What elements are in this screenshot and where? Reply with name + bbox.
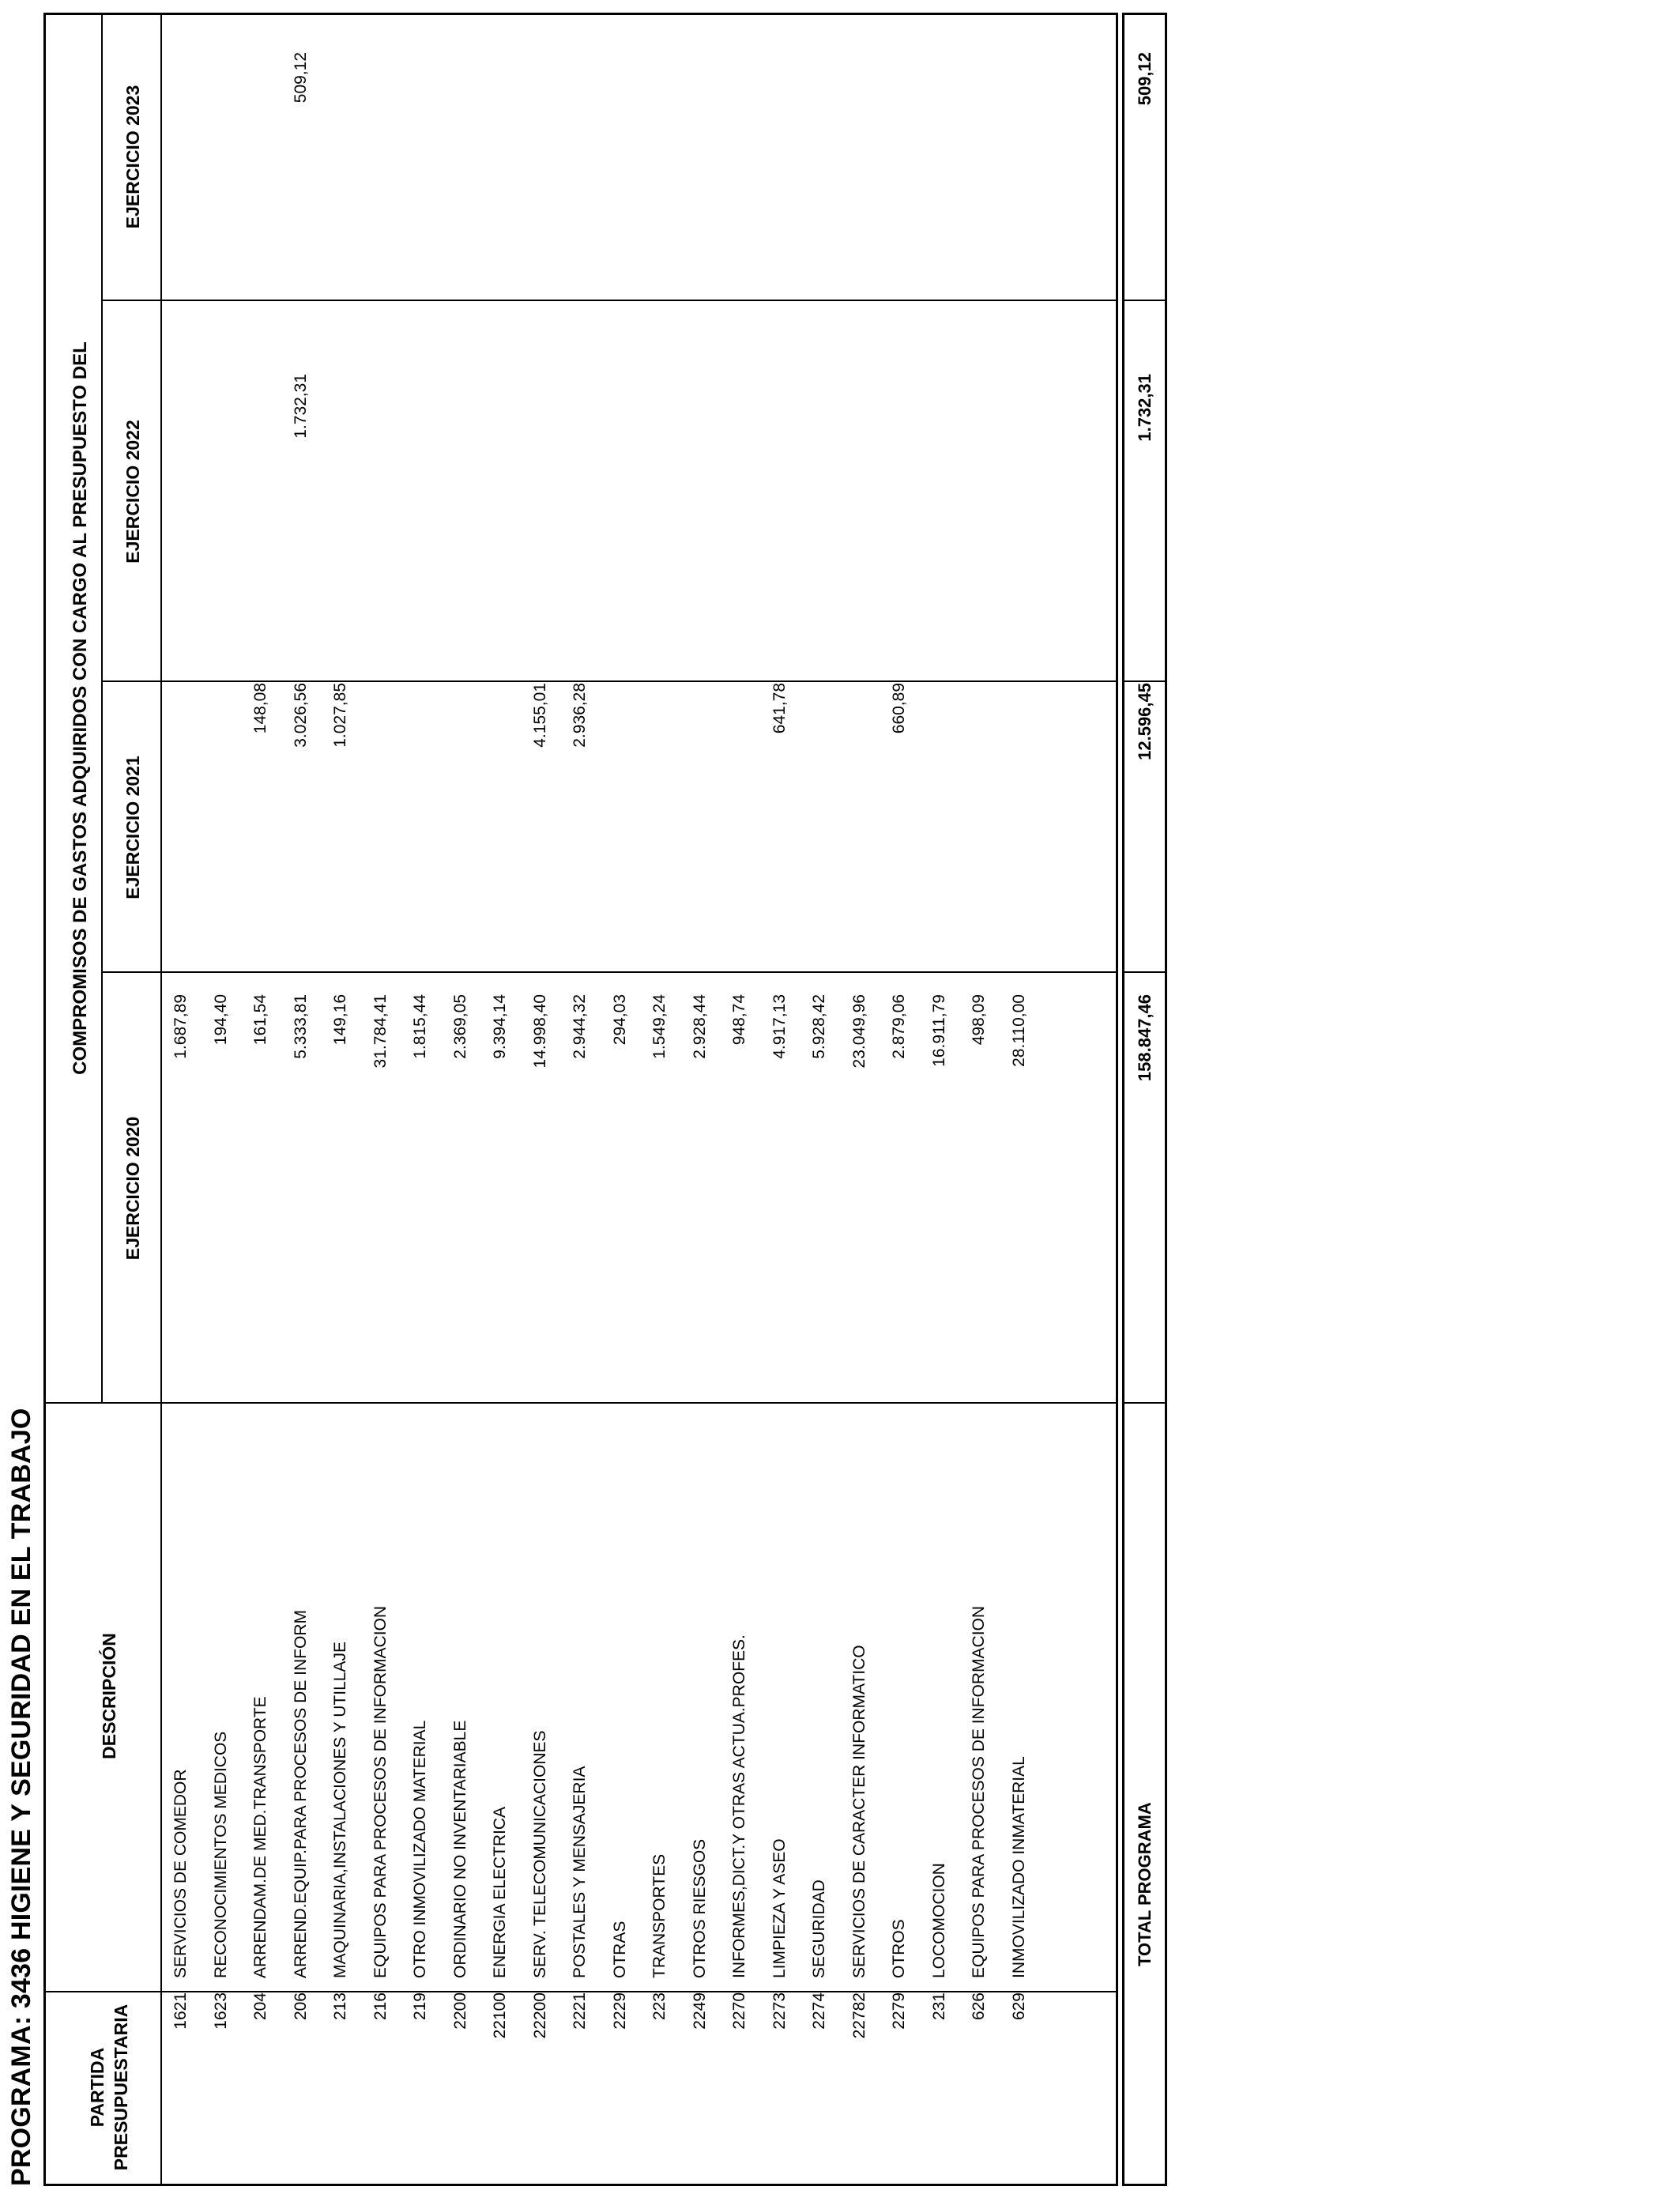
page-title: PROGRAMA: 3436 HIGIENE Y SEGURIDAD EN EL TRABAJO	[6, 1408, 36, 2186]
total-2020: 158.847,46	[1135, 994, 1155, 1082]
table-row	[601, 13, 640, 2186]
ejercicio-2023-cell	[521, 52, 560, 376]
ejercicio-2023-cell	[361, 52, 401, 376]
ejercicio-2021-cell	[800, 683, 839, 967]
ejercicio-2021-cell: 641,78	[770, 683, 789, 734]
table-row	[521, 13, 560, 2186]
ejercicio-2020-cell: 5.333,81	[291, 994, 310, 1059]
ejercicio-2020-cell: 2.928,44	[690, 994, 709, 1059]
total-2022: 1.732,31	[1135, 374, 1155, 442]
header-ejercicio-2023: EJERCICIO 2023	[122, 85, 143, 229]
ejercicio-2022-cell	[202, 374, 241, 658]
partida-cell: 231	[929, 1992, 948, 2021]
ejercicio-2023-cell	[720, 52, 759, 376]
descripcion-cell: OTRO INMOVILIZADO MATERIAL	[411, 1720, 429, 1978]
table-row	[480, 13, 520, 2186]
ejercicio-2023-cell: 509,12	[291, 52, 310, 104]
partida-cell: 206	[291, 1992, 310, 2021]
ejercicio-2023-cell	[640, 52, 680, 376]
partida-cell: 22200	[530, 1992, 549, 2039]
ejercicio-2021-cell: 2.936,28	[571, 683, 589, 748]
table-row	[760, 13, 800, 2186]
descripcion-cell: ARREND.EQUIP.PARA PROCESOS DE INFORM	[291, 1610, 310, 1978]
ejercicio-2021-cell	[361, 683, 401, 967]
table-row	[161, 13, 201, 2186]
partida-cell: 2200	[450, 1992, 469, 2030]
ejercicio-2023-cell	[161, 52, 201, 376]
table-row	[281, 13, 321, 2186]
ejercicio-2021-cell	[480, 683, 520, 967]
ejercicio-2020-cell: 1.687,89	[171, 994, 190, 1059]
partida-cell: 22100	[491, 1992, 509, 2039]
descripcion-cell: SERVICIOS DE CARACTER INFORMATICO	[849, 1645, 868, 1978]
ejercicio-2021-cell	[601, 683, 640, 967]
table-row	[1000, 13, 1039, 2186]
header-group: COMPROMISOS DE GASTOS ADQUIRIDOS CON CARGO AL PRESUPUESTO DEL	[70, 341, 91, 1075]
ejercicio-2022-cell	[441, 374, 480, 658]
ejercicio-2021-cell	[959, 683, 999, 967]
table-row	[680, 13, 720, 2186]
ejercicio-2020-cell: 5.928,42	[810, 994, 828, 1059]
ejercicio-2020-cell: 28.110,00	[1009, 994, 1028, 1067]
descripcion-cell: OTRAS	[610, 1921, 629, 1978]
ejercicio-2021-cell	[1000, 683, 1039, 967]
partida-cell: 626	[970, 1992, 988, 2021]
descripcion-cell: ORDINARIO NO INVENTARIABLE	[450, 1720, 469, 1978]
ejercicio-2022-cell	[241, 374, 281, 658]
descripcion-cell: MAQUINARIA,INSTALACIONES Y UTILLAJE	[331, 1642, 349, 1978]
table-row	[959, 13, 999, 2186]
header-ejercicio-2022: EJERCICIO 2022	[122, 420, 143, 564]
table-row	[720, 13, 759, 2186]
ejercicio-2021-cell	[441, 683, 480, 967]
descripcion-cell: INFORMES,DICT.Y OTRAS ACTUA.PROFES.	[730, 1634, 748, 1978]
ejercicio-2020-cell: 16.911,79	[929, 994, 948, 1067]
ejercicio-2023-cell	[959, 52, 999, 376]
ejercicio-2022-cell	[640, 374, 680, 658]
ejercicio-2022-cell	[601, 374, 640, 658]
table-row	[401, 13, 440, 2186]
table-row	[880, 13, 919, 2186]
ejercicio-2020-cell: 2.944,32	[571, 994, 589, 1059]
ejercicio-2021-cell	[920, 683, 959, 967]
ejercicio-2023-cell	[601, 52, 640, 376]
table-row	[441, 13, 480, 2186]
header-partida-line2: PRESUPUESTARIA	[111, 2004, 131, 2171]
total-label: TOTAL PROGRAMA	[1135, 1802, 1155, 1966]
ejercicio-2020-cell: 948,74	[730, 994, 748, 1046]
total-2023: 509,12	[1135, 52, 1155, 106]
ejercicio-2023-cell	[441, 52, 480, 376]
table-row	[241, 13, 281, 2186]
descripcion-cell: EQUIPOS PARA PROCESOS DE INFORMACION	[970, 1605, 988, 1978]
ejercicio-2021-cell: 148,08	[251, 683, 269, 734]
ejercicio-2021-cell	[640, 683, 680, 967]
ejercicio-2022-cell	[920, 374, 959, 658]
descripcion-cell: SEGURIDAD	[810, 1879, 828, 1978]
ejercicio-2020-cell: 31.784,41	[371, 994, 390, 1069]
ejercicio-2020-cell: 1.549,24	[650, 994, 669, 1059]
ejercicio-2023-cell	[1000, 52, 1039, 376]
ejercicio-2023-cell	[680, 52, 720, 376]
ejercicio-2023-cell	[800, 52, 839, 376]
ejercicio-2021-cell	[720, 683, 759, 967]
header-ejercicio-2021: EJERCICIO 2021	[122, 756, 143, 899]
descripcion-cell: TRANSPORTES	[650, 1853, 669, 1978]
table-row	[920, 13, 959, 2186]
total-row	[1125, 13, 1165, 2186]
partida-cell: 2273	[770, 1992, 789, 2030]
partida-cell: 2274	[810, 1992, 828, 2030]
partida-cell: 1621	[171, 1992, 190, 2030]
table-row	[560, 13, 600, 2186]
header-descripcion: DESCRIPCIÓN	[99, 1633, 119, 1759]
ejercicio-2020-cell: 194,40	[211, 994, 230, 1046]
table-row	[800, 13, 839, 2186]
ejercicio-2023-cell	[202, 52, 241, 376]
ejercicio-2022-cell	[321, 374, 360, 658]
header-ejercicio-2020: EJERCICIO 2020	[122, 1116, 143, 1261]
partida-cell: 2229	[610, 1992, 629, 2030]
ejercicio-2022-cell	[161, 374, 201, 658]
descripcion-cell: SERVICIOS DE COMEDOR	[171, 1769, 190, 1978]
ejercicio-2023-cell	[760, 52, 800, 376]
partida-cell: 2270	[730, 1992, 748, 2030]
ejercicio-2022-cell	[880, 374, 919, 658]
descripcion-cell: OTROS	[890, 1919, 908, 1978]
ejercicio-2022-cell	[1000, 374, 1039, 658]
partida-cell: 22782	[849, 1992, 868, 2039]
total-2021: 12.596,45	[1135, 683, 1155, 760]
ejercicio-2022-cell	[680, 374, 720, 658]
partida-cell: 223	[650, 1992, 669, 2021]
descripcion-cell: OTROS RIESGOS	[690, 1838, 709, 1978]
descripcion-cell: LIMPIEZA Y ASEO	[770, 1838, 789, 1978]
partida-cell: 204	[251, 1992, 269, 2021]
ejercicio-2020-cell: 4.917,13	[770, 994, 789, 1059]
ejercicio-2022-cell	[760, 374, 800, 658]
descripcion-cell: SERV. TELECOMUNICACIONES	[530, 1730, 549, 1978]
ejercicio-2021-cell: 660,89	[890, 683, 908, 734]
partida-cell: 1623	[211, 1992, 230, 2030]
ejercicio-2020-cell: 9.394,14	[491, 994, 509, 1059]
ejercicio-2022-cell	[800, 374, 839, 658]
ejercicio-2021-cell	[202, 683, 241, 967]
ejercicio-2020-cell: 2.879,06	[890, 994, 908, 1059]
descripcion-cell: ARRENDAM.DE MED.TRANSPORTE	[251, 1696, 269, 1978]
descripcion-cell: POSTALES Y MENSAJERIA	[571, 1766, 589, 1978]
ejercicio-2020-cell: 161,54	[251, 994, 269, 1046]
partida-cell: 213	[331, 1992, 349, 2021]
table-row	[202, 13, 241, 2186]
ejercicio-2020-cell: 2.369,05	[450, 994, 469, 1059]
ejercicio-2022-cell	[560, 374, 600, 658]
ejercicio-2023-cell	[480, 52, 520, 376]
ejercicio-2022-cell	[521, 374, 560, 658]
table-row	[840, 13, 880, 2186]
descripcion-cell: ENERGIA ELECTRICA	[491, 1806, 509, 1978]
ejercicio-2021-cell	[840, 683, 880, 967]
partida-cell: 2279	[890, 1992, 908, 2030]
ejercicio-2021-cell: 1.027,85	[331, 683, 349, 748]
ejercicio-2021-cell	[401, 683, 440, 967]
ejercicio-2022-cell	[401, 374, 440, 658]
ejercicio-2023-cell	[880, 52, 919, 376]
descripcion-cell: INMOVILIZADO INMATERIAL	[1009, 1756, 1028, 1978]
table-row	[640, 13, 680, 2186]
group-header-underline	[101, 13, 103, 1404]
ejercicio-2021-cell: 4.155,01	[530, 683, 549, 748]
table-row	[321, 13, 360, 2186]
partida-cell: 629	[1009, 1992, 1028, 2021]
ejercicio-2021-cell	[680, 683, 720, 967]
ejercicio-2022-cell	[840, 374, 880, 658]
descripcion-cell: EQUIPOS PARA PROCESOS DE INFORMACION	[371, 1605, 390, 1978]
ejercicio-2023-cell	[241, 52, 281, 376]
ejercicio-2023-cell	[401, 52, 440, 376]
partida-cell: 2221	[571, 1992, 589, 2030]
table-row	[361, 13, 401, 2186]
ejercicio-2020-cell: 149,16	[331, 994, 349, 1046]
ejercicio-2023-cell	[560, 52, 600, 376]
ejercicio-2022-cell: 1.732,31	[291, 374, 310, 439]
ejercicio-2020-cell: 23.049,96	[849, 994, 868, 1069]
ejercicio-2020-cell: 1.815,44	[411, 994, 429, 1059]
ejercicio-2022-cell	[480, 374, 520, 658]
ejercicio-2023-cell	[840, 52, 880, 376]
ejercicio-2020-cell: 498,09	[970, 994, 988, 1046]
partida-cell: 2249	[690, 1992, 709, 2030]
partida-cell: 219	[411, 1992, 429, 2021]
header-partida-line1: PARTIDA	[87, 2047, 107, 2128]
ejercicio-2021-cell: 3.026,56	[291, 683, 310, 748]
descripcion-cell: RECONOCIMIENTOS MEDICOS	[211, 1731, 230, 1978]
partida-cell: 216	[371, 1992, 390, 2021]
descripcion-cell: LOCOMOCION	[929, 1863, 948, 1978]
ejercicio-2023-cell	[321, 52, 360, 376]
ejercicio-2022-cell	[361, 374, 401, 658]
ejercicio-2022-cell	[959, 374, 999, 658]
ejercicio-2022-cell	[720, 374, 759, 658]
ejercicio-2021-cell	[161, 683, 201, 967]
ejercicio-2020-cell: 14.998,40	[530, 994, 549, 1069]
ejercicio-2023-cell	[920, 52, 959, 376]
ejercicio-2020-cell: 294,03	[610, 994, 629, 1046]
